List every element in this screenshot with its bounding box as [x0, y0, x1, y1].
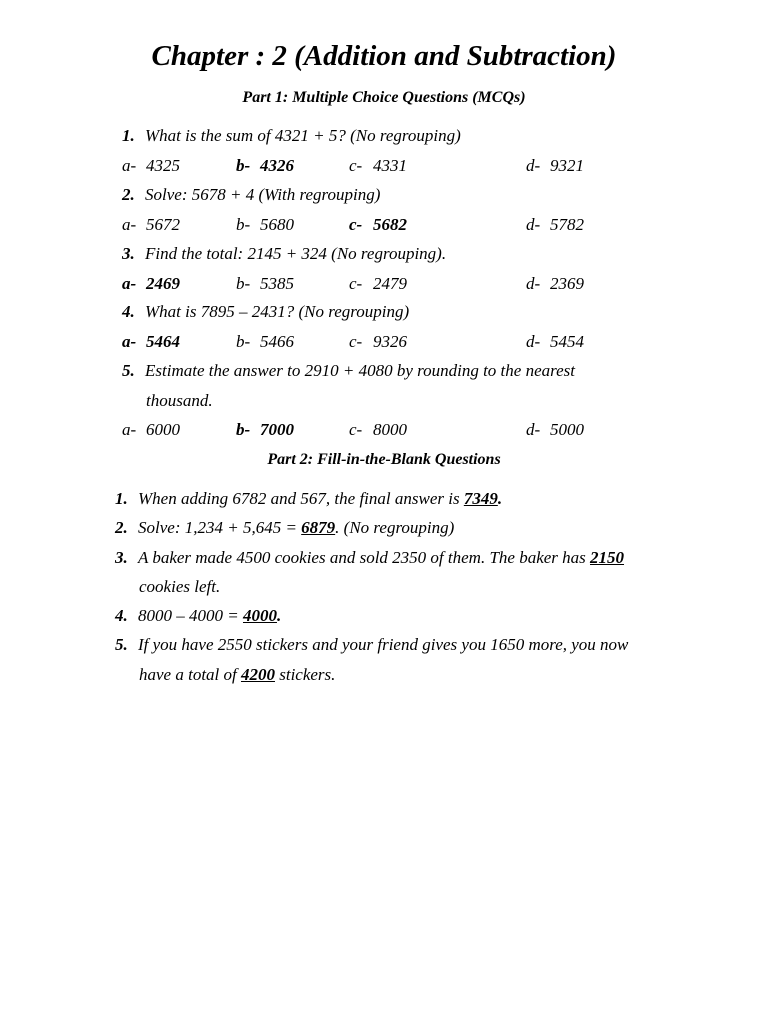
option-value: 5680 — [260, 215, 294, 234]
mcq-question-3 — [122, 244, 446, 264]
item-text: Solve: 1,234 + 5,645 = — [138, 518, 302, 537]
mcq-5-option-d — [526, 420, 584, 440]
mcq-4-option-a — [122, 332, 180, 352]
mcq-question-5 — [122, 361, 575, 381]
item-number: 4. — [115, 606, 128, 625]
fill-blank-3-continued: cookies left. — [139, 577, 221, 596]
mcq-2-option-d — [526, 215, 584, 235]
answer-value: 2150 — [590, 548, 625, 567]
option-letter: d- — [526, 420, 541, 439]
option-value: 6000 — [146, 420, 180, 439]
question-text: Estimate the answer to 2910 + 4080 by rounding to the nearest — [145, 361, 575, 380]
mcq-2-option-c — [349, 215, 407, 235]
item-text: When adding 6782 and 567, the final answer is — [138, 489, 464, 508]
mcq-4-option-b — [236, 332, 294, 352]
item-text-end: . (No regrouping) — [335, 518, 455, 537]
option-value: 4326 — [260, 156, 294, 175]
mcq-2-option-a — [122, 215, 180, 235]
mcq-4-option-c — [349, 332, 407, 352]
option-letter: c- — [349, 332, 363, 351]
option-letter: c- — [349, 420, 363, 439]
mcq-question-4 — [122, 302, 409, 322]
option-letter: a- — [122, 332, 137, 351]
item-text: have a total of — [139, 665, 241, 684]
fill-blank-5 — [115, 635, 628, 655]
mcq-5-option-c — [349, 420, 407, 440]
answer-value: 7349 — [463, 489, 498, 508]
item-number: 1. — [115, 489, 128, 508]
part1-heading: Part 1: Multiple Choice Questions (MCQs) — [242, 89, 526, 106]
item-text: If you have 2550 stickers and your friend gives you 1650 more, you now — [138, 635, 629, 654]
option-letter: d- — [526, 332, 541, 351]
mcq-5-option-b — [236, 420, 294, 440]
option-value: 5466 — [260, 332, 294, 351]
option-value: 5682 — [373, 215, 407, 234]
question-number: 5. — [122, 361, 135, 380]
mcq-1-option-b — [236, 156, 294, 176]
option-value: 2469 — [146, 274, 180, 293]
item-text-end: . — [276, 606, 282, 625]
option-value: 5782 — [550, 215, 584, 234]
answer-value: 4000 — [242, 606, 277, 625]
option-value: 9321 — [550, 156, 584, 175]
fill-blank-1 — [115, 489, 502, 509]
option-letter: a- — [122, 420, 137, 439]
option-letter: b- — [236, 274, 251, 293]
option-letter: c- — [349, 156, 363, 175]
option-value: 7000 — [260, 420, 294, 439]
item-number: 5. — [115, 635, 128, 654]
question-text: What is 7895 – 2431? (No regrouping) — [145, 302, 410, 321]
option-letter: b- — [236, 420, 251, 439]
question-text: Find the total: 2145 + 324 (No regrouping). — [145, 244, 447, 263]
mcq-3-option-d — [526, 274, 584, 294]
option-letter: d- — [526, 156, 541, 175]
option-letter: c- — [349, 274, 363, 293]
option-letter: a- — [122, 156, 137, 175]
mcq-3-option-a — [122, 274, 180, 294]
option-value: 8000 — [373, 420, 407, 439]
part2-heading: Part 2: Fill-in-the-Blank Questions — [267, 451, 501, 468]
mcq-1-option-a — [122, 156, 180, 176]
option-letter: b- — [236, 156, 251, 175]
item-number: 3. — [115, 548, 128, 567]
mcq-question-2 — [122, 185, 380, 205]
mcq-2-option-b — [236, 215, 294, 235]
option-value: 5672 — [146, 215, 180, 234]
fill-blank-3 — [115, 548, 624, 568]
option-value: 2369 — [550, 274, 584, 293]
option-letter: a- — [122, 274, 137, 293]
question-text: What is the sum of 4321 + 5? (No regrouping) — [145, 126, 461, 145]
question-number: 4. — [122, 302, 135, 321]
option-value: 4331 — [373, 156, 407, 175]
fill-blank-4 — [115, 606, 281, 626]
mcq-4-option-d — [526, 332, 584, 352]
mcq-question-1 — [122, 126, 461, 146]
mcq-1-option-c — [349, 156, 407, 176]
option-value: 5000 — [550, 420, 584, 439]
option-value: 5464 — [146, 332, 180, 351]
item-text-end: stickers. — [274, 665, 336, 684]
mcq-5-option-a — [122, 420, 180, 440]
question-number: 3. — [122, 244, 135, 263]
item-text-end: . — [497, 489, 503, 508]
item-text: A baker made 4500 cookies and sold 2350 of them. The baker has — [138, 548, 591, 567]
fill-blank-2 — [115, 518, 454, 538]
question-number: 1. — [122, 126, 135, 145]
question-text: Solve: 5678 + 4 (With regrouping) — [145, 185, 381, 204]
mcq-1-option-d — [526, 156, 584, 176]
option-letter: c- — [349, 215, 363, 234]
option-letter: a- — [122, 215, 137, 234]
option-letter: d- — [526, 215, 541, 234]
option-value: 4325 — [146, 156, 180, 175]
answer-value: 4200 — [240, 665, 275, 684]
option-value: 9326 — [373, 332, 407, 351]
answer-value: 6879 — [301, 518, 336, 537]
option-letter: d- — [526, 274, 541, 293]
item-text: 8000 – 4000 = — [138, 606, 243, 625]
option-value: 5454 — [550, 332, 584, 351]
option-value: 5385 — [260, 274, 294, 293]
option-value: 2479 — [373, 274, 407, 293]
option-letter: b- — [236, 215, 251, 234]
mcq-3-option-c — [349, 274, 407, 294]
mcq-3-option-b — [236, 274, 294, 294]
question-number: 2. — [122, 185, 135, 204]
item-number: 2. — [115, 518, 128, 537]
option-letter: b- — [236, 332, 251, 351]
mcq-question-5-continued: thousand. — [146, 391, 213, 410]
page-title: Chapter : 2 (Addition and Subtraction) — [151, 40, 617, 72]
fill-blank-5-continued — [139, 665, 335, 685]
